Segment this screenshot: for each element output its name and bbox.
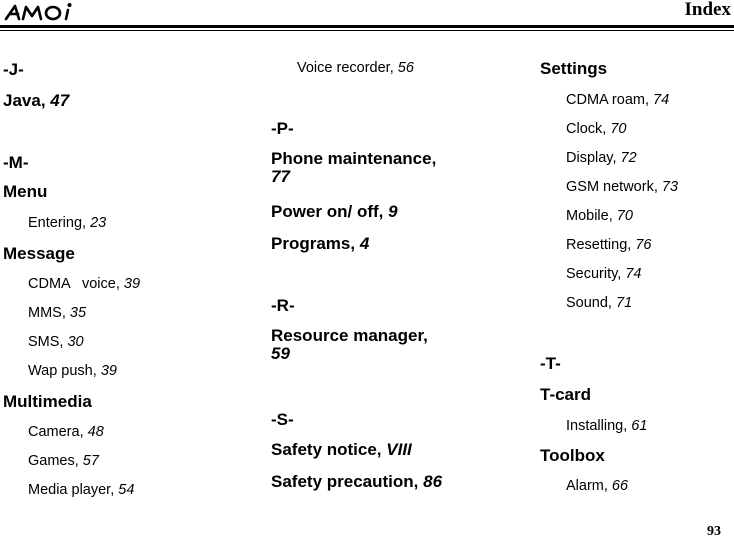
page-ref: 59 bbox=[271, 344, 290, 363]
index-subentry: Camera, 48 bbox=[28, 424, 104, 440]
index-subentry: GSM network, 73 bbox=[566, 179, 679, 195]
page-ref: 74 bbox=[653, 92, 670, 108]
index-heading: Safety precaution, 86 bbox=[271, 472, 443, 491]
index-subentry: Games, 57 bbox=[28, 453, 99, 469]
index-heading: T-card bbox=[540, 385, 592, 404]
page-ref: 61 bbox=[631, 418, 648, 434]
index-subentry: Display, 72 bbox=[566, 150, 637, 166]
index-subentry: Clock, 70 bbox=[566, 121, 627, 137]
index-subentry: Voice recorder, 56 bbox=[297, 60, 414, 76]
index-heading: Toolbox bbox=[540, 446, 605, 465]
page-ref: 66 bbox=[611, 478, 629, 494]
page-ref: 9 bbox=[388, 202, 398, 221]
index-subentry: Security, 74 bbox=[566, 266, 642, 282]
index-subentry: CDMA voice, 39 bbox=[28, 276, 141, 292]
header-rule-thin bbox=[0, 30, 734, 31]
index-heading: Settings bbox=[540, 59, 608, 78]
page-ref: 48 bbox=[87, 424, 104, 440]
index-subentry: Installing, 61 bbox=[566, 418, 648, 434]
section-letter: -J- bbox=[3, 60, 24, 79]
page-ref: 76 bbox=[635, 237, 652, 253]
index-subentry: Wap push, 39 bbox=[28, 363, 117, 379]
page-ref: 56 bbox=[397, 60, 414, 76]
index-heading: Multimedia bbox=[3, 392, 92, 411]
page-ref: 47 bbox=[50, 91, 70, 110]
page-ref: 71 bbox=[616, 295, 633, 311]
page-ref: 23 bbox=[90, 215, 107, 231]
index-subentry: Mobile, 70 bbox=[566, 208, 633, 224]
header-rule-thick bbox=[0, 25, 734, 28]
page-ref: 39 bbox=[123, 276, 141, 292]
page-number: 93 bbox=[707, 524, 721, 539]
section-letter: -T- bbox=[540, 354, 561, 373]
page-ref: 70 bbox=[610, 121, 627, 137]
page-title: Index bbox=[684, 0, 731, 20]
index-subentry: Sound, 71 bbox=[566, 295, 633, 311]
page-ref: 54 bbox=[118, 482, 135, 498]
page-ref: 57 bbox=[82, 453, 99, 469]
index-heading: Phone maintenance, 77 bbox=[271, 149, 437, 186]
page-ref: 30 bbox=[67, 334, 84, 350]
page-ref: 74 bbox=[625, 266, 642, 282]
page-ref: 86 bbox=[423, 472, 443, 491]
page-ref: VIII bbox=[386, 440, 412, 459]
index-heading: Java, 47 bbox=[3, 91, 70, 110]
section-letter: -M- bbox=[3, 153, 29, 172]
index-subentry: MMS, 35 bbox=[28, 305, 87, 321]
page-ref: 39 bbox=[100, 363, 117, 379]
index-heading: Safety notice, VIII bbox=[271, 440, 412, 459]
index-subentry: Alarm, 66 bbox=[566, 478, 629, 494]
section-letter: -S- bbox=[271, 410, 294, 429]
index-heading: Menu bbox=[3, 182, 48, 201]
index-subentry: Resetting, 76 bbox=[566, 237, 652, 253]
index-subentry: CDMA roam, 74 bbox=[566, 92, 670, 108]
index-heading: Power on/ off, 9 bbox=[271, 202, 398, 221]
page-ref: 77 bbox=[271, 167, 290, 186]
page-ref: 73 bbox=[661, 179, 679, 195]
index-subentry: SMS, 30 bbox=[28, 334, 84, 350]
index-heading: Message bbox=[3, 244, 75, 263]
index-heading: Programs, 4 bbox=[271, 234, 370, 253]
page-ref: 4 bbox=[359, 234, 370, 253]
section-letter: -P- bbox=[271, 119, 294, 138]
amoi-logo bbox=[2, 1, 74, 23]
index-subentry: Entering, 23 bbox=[28, 215, 107, 231]
page-ref: 70 bbox=[616, 208, 633, 224]
section-letter: -R- bbox=[271, 296, 295, 315]
page-ref: 72 bbox=[620, 150, 637, 166]
index-subentry: Media player, 54 bbox=[28, 482, 135, 498]
page-ref: 35 bbox=[69, 305, 87, 321]
index-heading: Resource manager, 59 bbox=[271, 326, 428, 363]
